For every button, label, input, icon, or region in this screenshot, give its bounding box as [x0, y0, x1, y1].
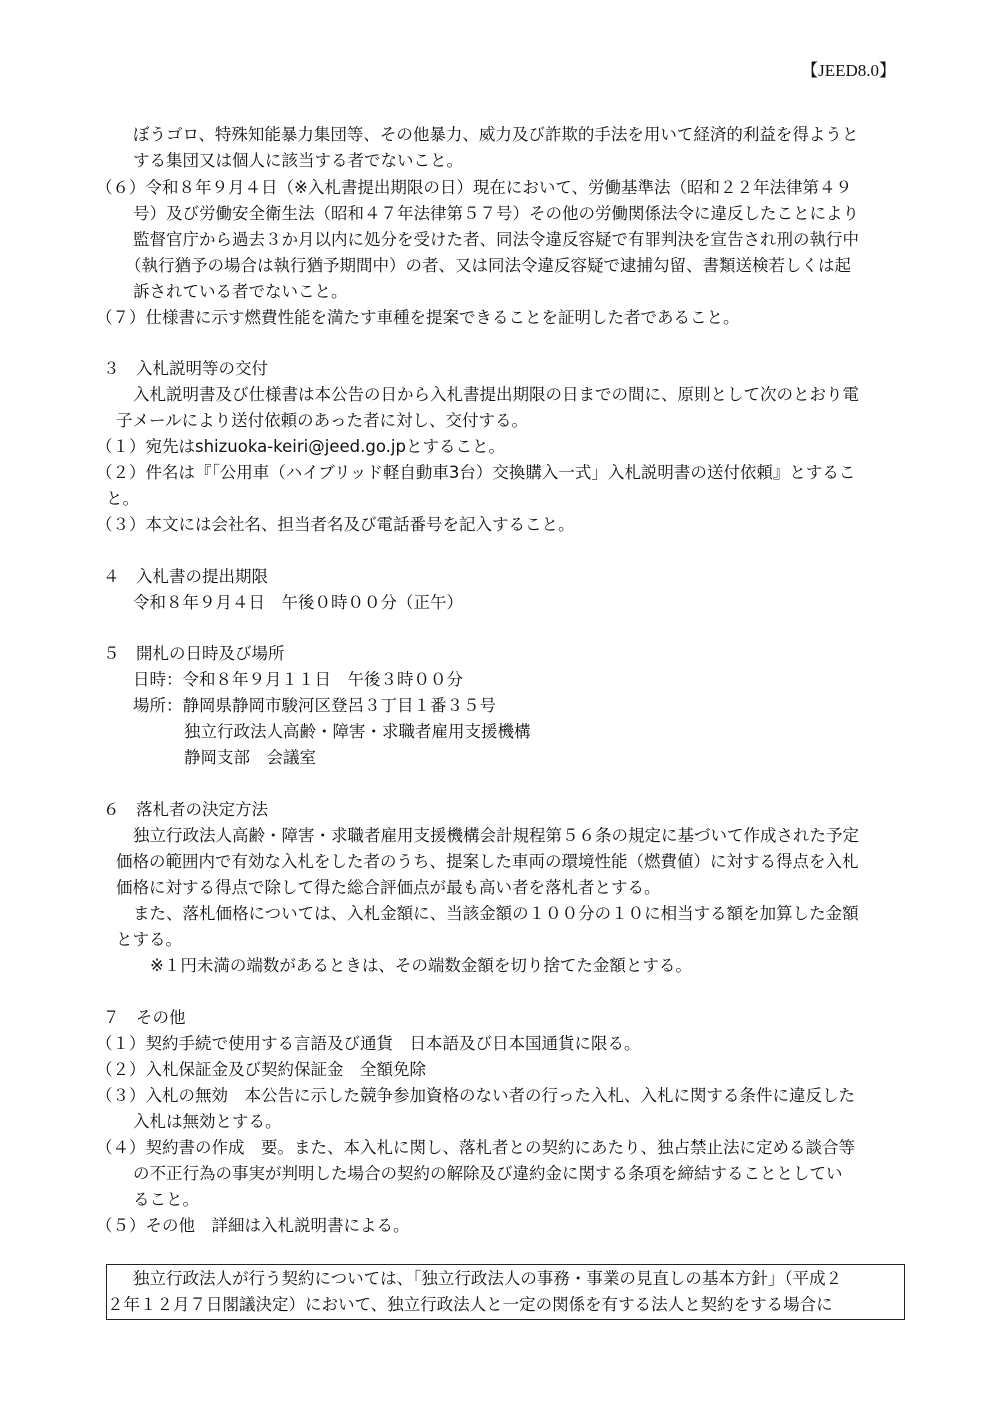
section-heading-4: ４ 入札書の提出期限: [103, 567, 268, 586]
notice-line: 独立行政法人が行う契約については、「独立行政法人の事務・事業の見直しの基本方針」（平成２: [133, 1269, 843, 1288]
paragraph-line: ぼうゴロ、特殊知能暴力集団等、その他暴力、威力及び詐欺的手法を用いて経済的利益を得ようと: [133, 125, 859, 144]
section-heading-7: ７ その他: [103, 1008, 186, 1027]
paragraph-line: とする。: [116, 930, 182, 949]
list-item-6: （６）令和８年９月４日（※入札書提出期限の日）現在において、労働基準法（昭和２２年法律第４９: [96, 178, 852, 197]
paragraph-line: する集団又は個人に該当する者でないこと。: [133, 151, 463, 170]
paragraph-line: 独立行政法人高齢・障害・求職者雇用支援機構会計規程第５６条の規定に基づいて作成された予定: [133, 826, 859, 845]
organization-name: 独立行政法人高齢・障害・求職者雇用支援機構: [184, 722, 531, 741]
branch-room: 静岡支部 会議室: [184, 748, 316, 767]
opening-place: 場所：静岡県静岡市駿河区登呂３丁目１番３５号: [133, 696, 496, 715]
paragraph-line: 子メールにより送付依頼のあった者に対し、交付する。: [116, 411, 529, 430]
note-line: ※１円未満の端数があるときは、その端数金額を切り捨てた金額とする。: [150, 956, 692, 975]
paragraph-line: 訴されている者でないこと。: [133, 282, 348, 301]
opening-datetime: 日時：令和８年９月１１日 午後３時００分: [133, 670, 463, 689]
paragraph-line: 価格の範囲内で有効な入札をした者のうち、提案した車両の環境性能（燃費値）に対する得点を入札: [116, 852, 859, 871]
paragraph-line: 号）及び労働安全衛生法（昭和４７年法律第５７号）その他の労働関係法令に違反したことにより: [133, 204, 859, 223]
section-heading-3: ３ 入札説明等の交付: [103, 359, 268, 378]
paragraph-line: 入札は無効とする。: [133, 1112, 282, 1131]
paragraph-line: と。: [106, 489, 139, 508]
list-item-7: （７）仕様書に示す燃費性能を満たす車種を提案できることを証明した者であること。: [96, 308, 740, 327]
list-item-1: （１）契約手続で使用する言語及び通貨 日本語及び日本国通貨に限る。: [96, 1034, 641, 1053]
list-item-5: （５）その他 詳細は入札説明書による。: [96, 1216, 410, 1235]
paragraph-line: 価格に対する得点で除して得た総合評価点が最も高い者を落札者とする。: [116, 878, 661, 897]
document-code: 【JEED8.0】: [801, 61, 896, 80]
list-item-4: （４）契約書の作成 要。また、本入札に関し、落札者との契約にあたり、独占禁止法に定める談合等: [96, 1138, 855, 1157]
notice-line: ２年１２月７日閣議決定）において、独立行政法人と一定の関係を有する法人と契約をする場合に: [107, 1295, 833, 1314]
list-item-3: （３）本文には会社名、担当者名及び電話番号を記入すること。: [96, 515, 575, 534]
paragraph-line: の不正行為の事実が判明した場合の契約の解除及び違約金に関する条項を締結することとしてい: [133, 1164, 843, 1183]
list-item-2: （２）件名は『「公用車（ハイブリッド軽自動車3台）交換購入一式」入札説明書の送付依頼』とするこ: [96, 463, 856, 482]
deadline-text: 令和８年９月４日 午後０時００分（正午）: [133, 593, 463, 612]
paragraph-line: また、落札価格については、入札金額に、当該金額の１００分の１０に相当する額を加算した金額: [133, 904, 859, 923]
paragraph-line: 入札説明書及び仕様書は本公告の日から入札書提出期限の日までの間に、原則として次のとおり電: [133, 385, 859, 404]
paragraph-line: ること。: [133, 1190, 199, 1209]
paragraph-line: （執行猶予の場合は執行猶予期間中）の者、又は同法令違反容疑で逮捕勾留、書類送検若しくは起: [125, 256, 851, 275]
section-heading-5: ５ 開札の日時及び場所: [103, 644, 285, 663]
list-item-3: （３）入札の無効 本公告に示した競争参加資格のない者の行った入札、入札に関する条件に違反した: [96, 1086, 855, 1105]
paragraph-line: 監督官庁から過去３か月以内に処分を受けた者、同法令違反容疑で有罪判決を宣告され刑の執行中: [133, 230, 859, 249]
list-item-1: （１）宛先はshizuoka-keiri@jeed.go.jpとすること。: [96, 437, 505, 456]
section-heading-6: ６ 落札者の決定方法: [103, 800, 268, 819]
list-item-2: （２）入札保証金及び契約保証金 全額免除: [96, 1060, 426, 1079]
